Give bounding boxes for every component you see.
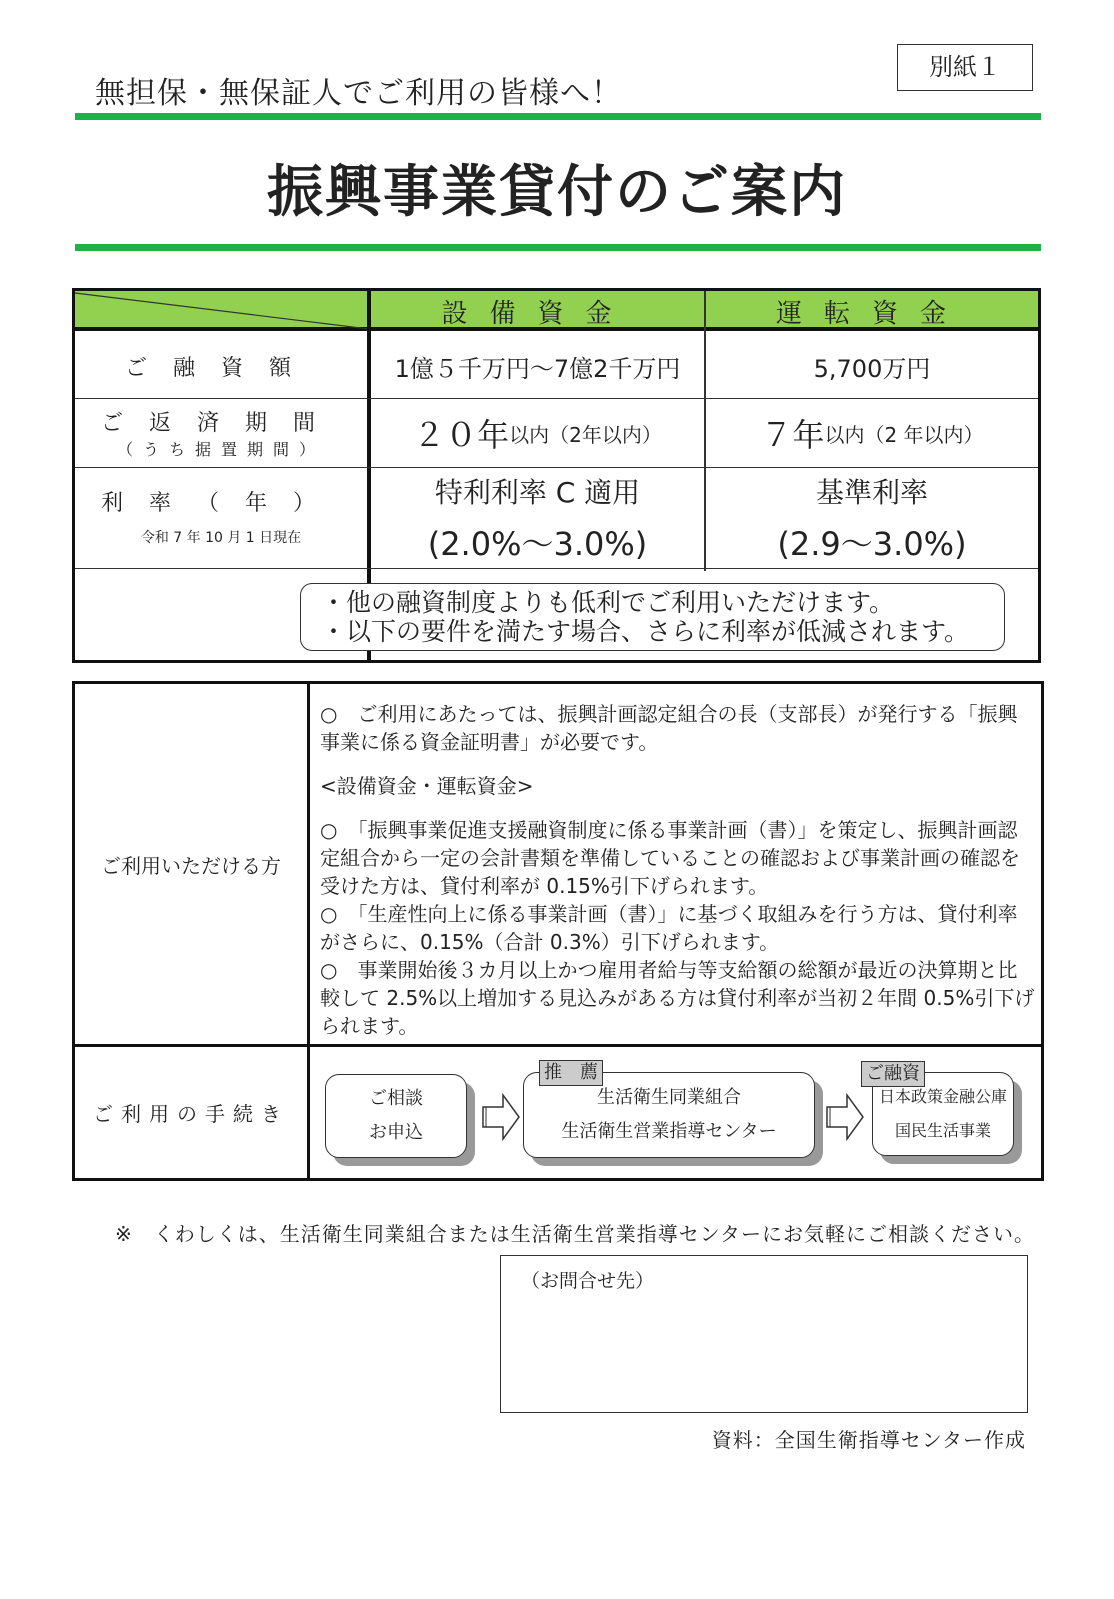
term-equipment-sub: 以内（2年以内） <box>509 422 662 447</box>
term-equipment: ２０年 <box>413 416 510 454</box>
step-text: 日本政策金融公庫 <box>878 1087 1007 1106</box>
contact-label: （お問合せ先） <box>521 1270 655 1292</box>
rate-date: 令和 7 年 10 月 1 日現在 <box>140 530 302 546</box>
term-operating: ７年 <box>760 416 825 454</box>
eligibility-text: ○ 「振興事業促進支援融資制度に係る事業計画（書）」を策定し、振興計画認定組合から一定の会計書類を準備していることの確認および事業計画の確認を受けた方は、貸付利率が 0.15%引下げられます。 <box>320 818 1020 898</box>
rate-operating-range: (2.9～3.0%) <box>777 525 967 563</box>
row-label-term: ご返済期間 <box>100 411 341 436</box>
eligibility-label: ご利用いただける方 <box>101 853 281 878</box>
step-text: お申込 <box>369 1122 423 1143</box>
subtitle: 無担保・無保証人でご利用の皆様へ！ <box>95 76 622 111</box>
rate-equipment-range: (2.0%～3.0%) <box>427 525 648 563</box>
eligibility-text: ○ ご利用にあたっては、振興計画認定組合の長（支部長）が発行する「振興事業に係る資金証明書」が必要です。 <box>320 702 1018 754</box>
amount-equipment: 1億５千万円～7億2千万円 <box>394 355 681 383</box>
callout-line: ・以下の要件を満たす場合、さらに利率が低減されます。 <box>321 617 970 646</box>
footnote: ※ くわしくは、生活衛生同業組合または生活衛生営業指導センターにお気軽にご相談ください。 <box>115 1222 1035 1246</box>
eligibility-heading: <設備資金・運転資金> <box>320 774 534 798</box>
page-title: 振興事業貸付のご案内 <box>267 160 847 225</box>
arrow-right-icon <box>825 1092 865 1142</box>
diagonal-line <box>75 291 369 331</box>
step-consult <box>325 1074 467 1158</box>
loan-terms-table <box>72 288 1041 663</box>
step-text: 国民生活事業 <box>894 1121 991 1140</box>
step-text: 生活衛生営業指導センター <box>561 1121 777 1142</box>
callout-box <box>300 583 1005 651</box>
row-label-amount: ご融資額 <box>124 356 317 381</box>
rate-equipment-type: 特利利率 C 適用 <box>434 476 641 509</box>
row-label-rate: 利率（年） <box>100 491 341 516</box>
row-sublabel-term: （うち据置期間） <box>116 440 325 459</box>
eligibility-table <box>72 681 1044 1181</box>
procedure-label: ご利用の手続き <box>93 1102 289 1126</box>
header-equipment: 設備資金 <box>441 298 634 329</box>
rate-operating-type: 基準利率 <box>815 476 928 509</box>
annex-label: 別紙１ <box>897 44 1033 91</box>
divider <box>75 244 1041 251</box>
divider <box>75 113 1041 120</box>
step-text: 生活衛生同業組合 <box>597 1087 741 1108</box>
contact-box <box>500 1255 1028 1413</box>
step-text: ご相談 <box>369 1088 423 1109</box>
eligibility-text: ○ 事業開始後３カ月以上かつ雇用者給与等支給額の総額が最近の決算期と比較して 2.5%以上増加する見込みがある方は貸付利率が当初２年間 0.5%引下げられます。 <box>320 958 1035 1038</box>
header-operating: 運転資金 <box>775 298 968 329</box>
step-tag: 推 薦 <box>539 1060 603 1086</box>
eligibility-text: ○ 「生産性向上に係る事業計画（書）」に基づく取組みを行う方は、貸付利率がさらに、0.15%（合計 0.3%）引下げられます。 <box>320 902 1018 954</box>
arrow-right-icon <box>481 1092 521 1142</box>
term-operating-sub: 以内（2 年以内） <box>824 422 984 447</box>
amount-operating: 5,700万円 <box>813 355 931 383</box>
callout-line: ・他の融資制度よりも低利でご利用いただけます。 <box>321 588 895 617</box>
source-note: 資料：全国生衛指導センター作成 <box>711 1428 1026 1452</box>
step-tag: ご融資 <box>861 1061 925 1087</box>
